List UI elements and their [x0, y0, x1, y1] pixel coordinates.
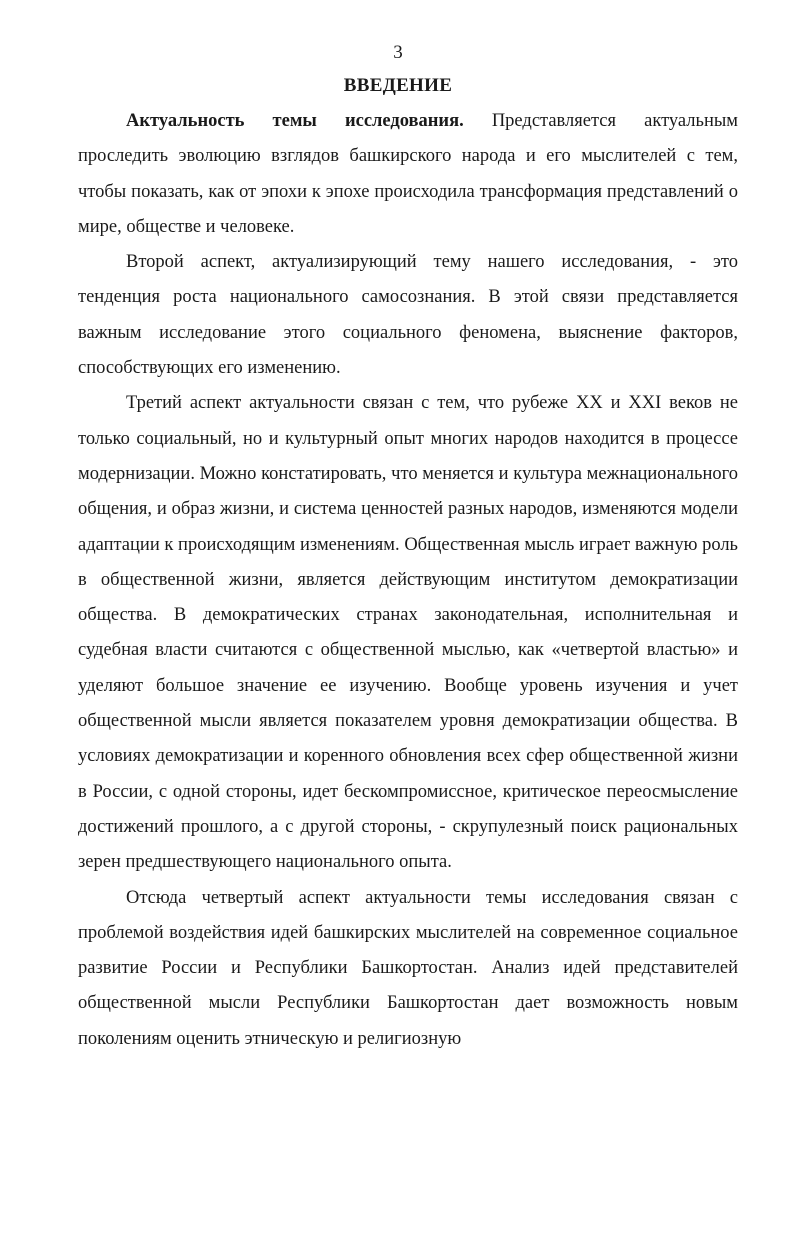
paragraph-lead: Актуальность темы исследования. — [126, 111, 464, 131]
page-number: 3 — [393, 42, 403, 63]
page-title: ВВЕДЕНИЕ — [343, 75, 453, 96]
paragraph-third-aspect: Третий аспект актуальности связан с тем, что рубеже XX и XXI веков не только социальный, но и культурный опыт многих народов находится в процессе модернизации. Можно констатировать, что меняется и культура межнационального общения, и образ жизни, и система ценностей разных народов, изменяются модели адаптации к происходящим изменениям. Общественная мысль играет важную роль в общественной жизни, является действующим институтом демократизации общества. В демократических странах законодательная, исполнительная и судебная власти считаются с общественной мыслью, как «четвертой властью» и уделяют большое значение ее изучению. Вообще уровень изучения и учет общественной мысли является показателем уровня демократизации общества. В условиях демократизации и коренного обновления всех сфер общественной жизни в России, с одной стороны, идет бескомпромиссное, критическое переосмысление достижений прошлого, а с другой стороны, - скрупулезный поиск рациональных зерен предшествующего национального опыта. — [78, 393, 738, 873]
paragraph-text: Представляется актуальным проследить эволюцию взглядов башкирского народа и его мыслителей с тем, чтобы показать, как от эпохи к эпохе происходила трансформация представлений о мире, обществе и человеке. — [78, 111, 738, 237]
paragraph-fourth-aspect: Отсюда четвертый аспект актуальности темы исследования связан с проблемой воздействия идей башкирских мыслителей на современное социальное развитие России и Республики Башкортостан. Анализ идей представителей общественной мысли Республики Башкортостан дает возможность новым поколениям оценить этническую и религиозную — [78, 887, 738, 1049]
paragraph-second-aspect: Второй аспект, актуализирующий тему нашего исследования, - это тенденция роста национального самосознания. В этой связи представляется важным исследование этого социального феномена, выяснение факторов, способствующих его изменению. — [78, 252, 738, 379]
paragraph-relevance — [78, 104, 738, 245]
body-text — [78, 104, 738, 1057]
